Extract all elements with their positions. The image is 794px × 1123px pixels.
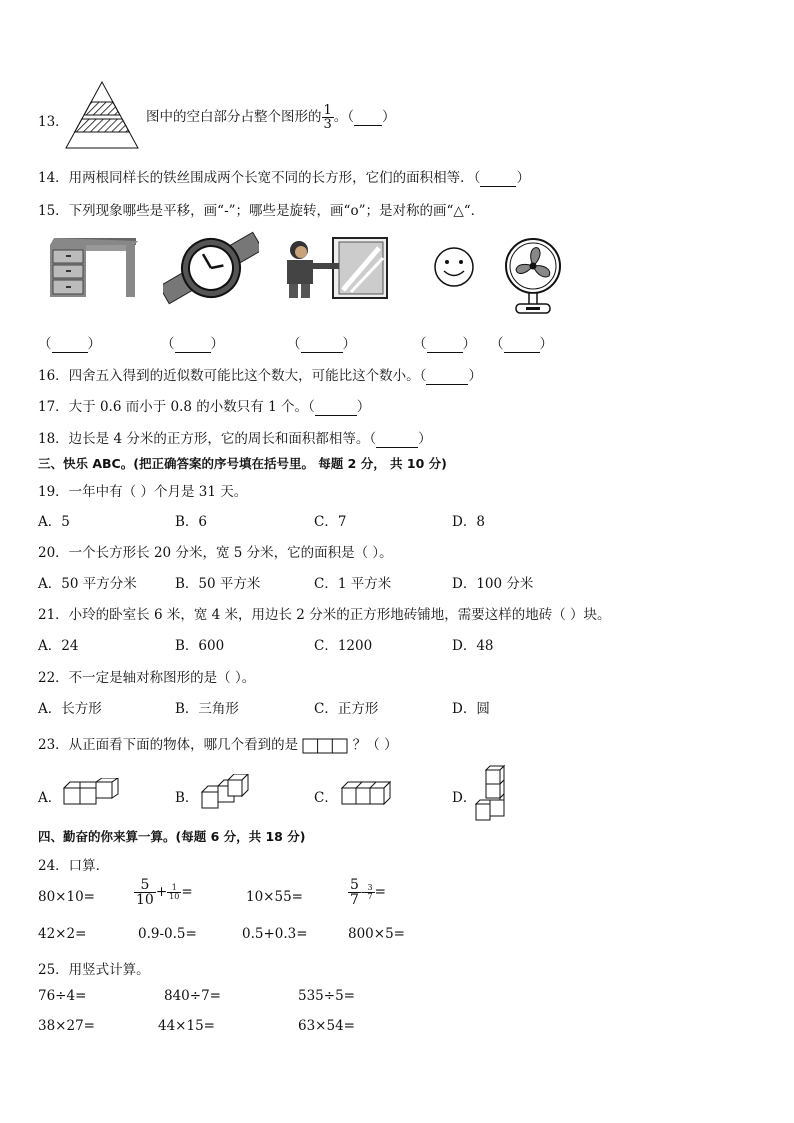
- answer-blank[interactable]: [301, 336, 343, 353]
- q21-option-d[interactable]: D．48: [452, 638, 494, 654]
- q19-question: 19．一年中有（ ）个月是 31 天。: [38, 484, 248, 500]
- calc-10x55: 10×55=: [246, 889, 303, 905]
- answer-blank[interactable]: [354, 109, 382, 126]
- cube-figure-b: [200, 774, 250, 810]
- q19-option-a[interactable]: A．5: [38, 514, 70, 530]
- q23-option-a[interactable]: A．: [38, 790, 62, 806]
- q15-blank-3: （ ）: [287, 336, 356, 352]
- q21-question: 21．小玲的卧室长 6 米，宽 4 米，用边长 2 分米的正方形地砖铺地，需要这样的地砖（ ）块。: [38, 607, 611, 623]
- calc-800x5: 800×5=: [348, 926, 405, 942]
- q16-question: 16．四舍五入得到的近似数可能比这个数大，可能比这个数小。（ ）: [38, 368, 482, 384]
- q17-question: 17．大于 0.6 而小于 0.8 的小数只有 1 个。（ ）: [38, 399, 371, 415]
- answer-blank[interactable]: [175, 336, 211, 353]
- answer-blank[interactable]: [427, 336, 463, 353]
- q18-question: 18．边长是 4 分米的正方形，它的周长和面积都相等。（ ）: [38, 431, 432, 447]
- answer-blank[interactable]: [426, 368, 468, 385]
- q25-title: 25．用竖式计算。: [38, 962, 150, 978]
- q19-option-c[interactable]: C．7: [314, 514, 347, 530]
- q15-blank-4: （ ）: [413, 336, 476, 352]
- q22-option-b[interactable]: B．三角形: [175, 701, 239, 717]
- calc-840div7: 840÷7=: [164, 988, 221, 1004]
- calc-fraction-add: $\frac{5}{10}$ + $\frac{1}{10}$ =: [136, 877, 193, 908]
- electric-fan-image: [500, 236, 566, 316]
- q20-option-a[interactable]: A．50 平方分米: [38, 576, 137, 592]
- q22-option-d[interactable]: D．圆: [452, 701, 490, 717]
- calc-0.5+0.3: 0.5+0.3=: [242, 926, 308, 942]
- section-4-heading: 四、勤奋的你来算一算。(每题 6 分，共 18 分): [38, 829, 306, 844]
- calc-76div4: 76÷4=: [38, 988, 87, 1004]
- q23-option-c[interactable]: C．: [314, 790, 338, 806]
- calc-535div5: 535÷5=: [298, 988, 355, 1004]
- q13-number: 13．: [38, 114, 69, 130]
- triangle-figure: [64, 80, 140, 150]
- q23-option-d[interactable]: D．: [452, 790, 477, 806]
- q22-option-c[interactable]: C．正方形: [314, 701, 379, 717]
- calc-38x27: 38×27=: [38, 1018, 95, 1034]
- answer-blank[interactable]: [504, 336, 540, 353]
- q23-option-b[interactable]: B．: [175, 790, 199, 806]
- q15-blank-1: （ ）: [38, 336, 101, 352]
- q13-question: 图中的空白部分占整个图形的 $\frac{1}{3}$ 。（ ）: [146, 103, 396, 132]
- q21-option-c[interactable]: C．1200: [314, 638, 373, 654]
- cube-figure-c: [340, 778, 392, 810]
- q21-option-a[interactable]: A．24: [38, 638, 79, 654]
- q24-title: 24．口算．: [38, 858, 110, 874]
- cube-figure-a: [62, 778, 120, 806]
- q19-option-b[interactable]: B．6: [175, 514, 208, 530]
- q23-question: 23．从正面看下面的物体，哪几个看到的是 ？（ ）: [38, 737, 398, 753]
- desk-image: [48, 236, 140, 298]
- person-door-image: [281, 236, 389, 300]
- answer-blank[interactable]: [52, 336, 88, 353]
- three-squares-front-view: [302, 738, 348, 754]
- q22-question: 22．不一定是轴对称图形的是（ ）。: [38, 670, 256, 686]
- calc-42x2: 42×2=: [38, 926, 87, 942]
- calc-44x15: 44×15=: [158, 1018, 215, 1034]
- calc-80x10: 80×10=: [38, 889, 95, 905]
- watch-image: [163, 230, 259, 306]
- q22-option-a[interactable]: A．长方形: [38, 701, 102, 717]
- q14-question: 14．用两根同样长的铁丝围成两个长宽不同的长方形，它们的面积相等．（ ）: [38, 170, 530, 186]
- q20-question: 20．一个长方形长 20 分米，宽 5 分米，它的面积是（ ）。: [38, 545, 393, 561]
- answer-blank[interactable]: [315, 399, 357, 416]
- cube-figure-d: [474, 764, 506, 824]
- smiley-face-image: [432, 245, 476, 289]
- q21-option-b[interactable]: B．600: [175, 638, 225, 654]
- q20-option-c[interactable]: C．1 平方米: [314, 576, 392, 592]
- calc-0.9-0.5: 0.9-0.5=: [138, 926, 197, 942]
- answer-blank[interactable]: [480, 170, 516, 187]
- q15-blank-2: （ ）: [161, 336, 224, 352]
- calc-63x54: 63×54=: [298, 1018, 355, 1034]
- q20-option-d[interactable]: D．100 分米: [452, 576, 534, 592]
- fraction-one-third: $\frac{1}{3}$: [323, 103, 332, 132]
- q15-question: 15．下列现象哪些是平移，画“-”；哪些是旋转，画“o”；是对称的画“△“．: [38, 203, 485, 219]
- calc-fraction-subtract: $\frac{5}{7}$ - $\frac{3}{7}$ =: [350, 877, 386, 908]
- q15-blank-5: （ ）: [490, 336, 553, 352]
- section-3-heading: 三、快乐 ABC。(把正确答案的序号填在括号里。 每题 2 分， 共 10 分): [38, 456, 447, 471]
- q20-option-b[interactable]: B．50 平方米: [175, 576, 261, 592]
- answer-blank[interactable]: [376, 431, 418, 448]
- q19-option-d[interactable]: D．8: [452, 514, 485, 530]
